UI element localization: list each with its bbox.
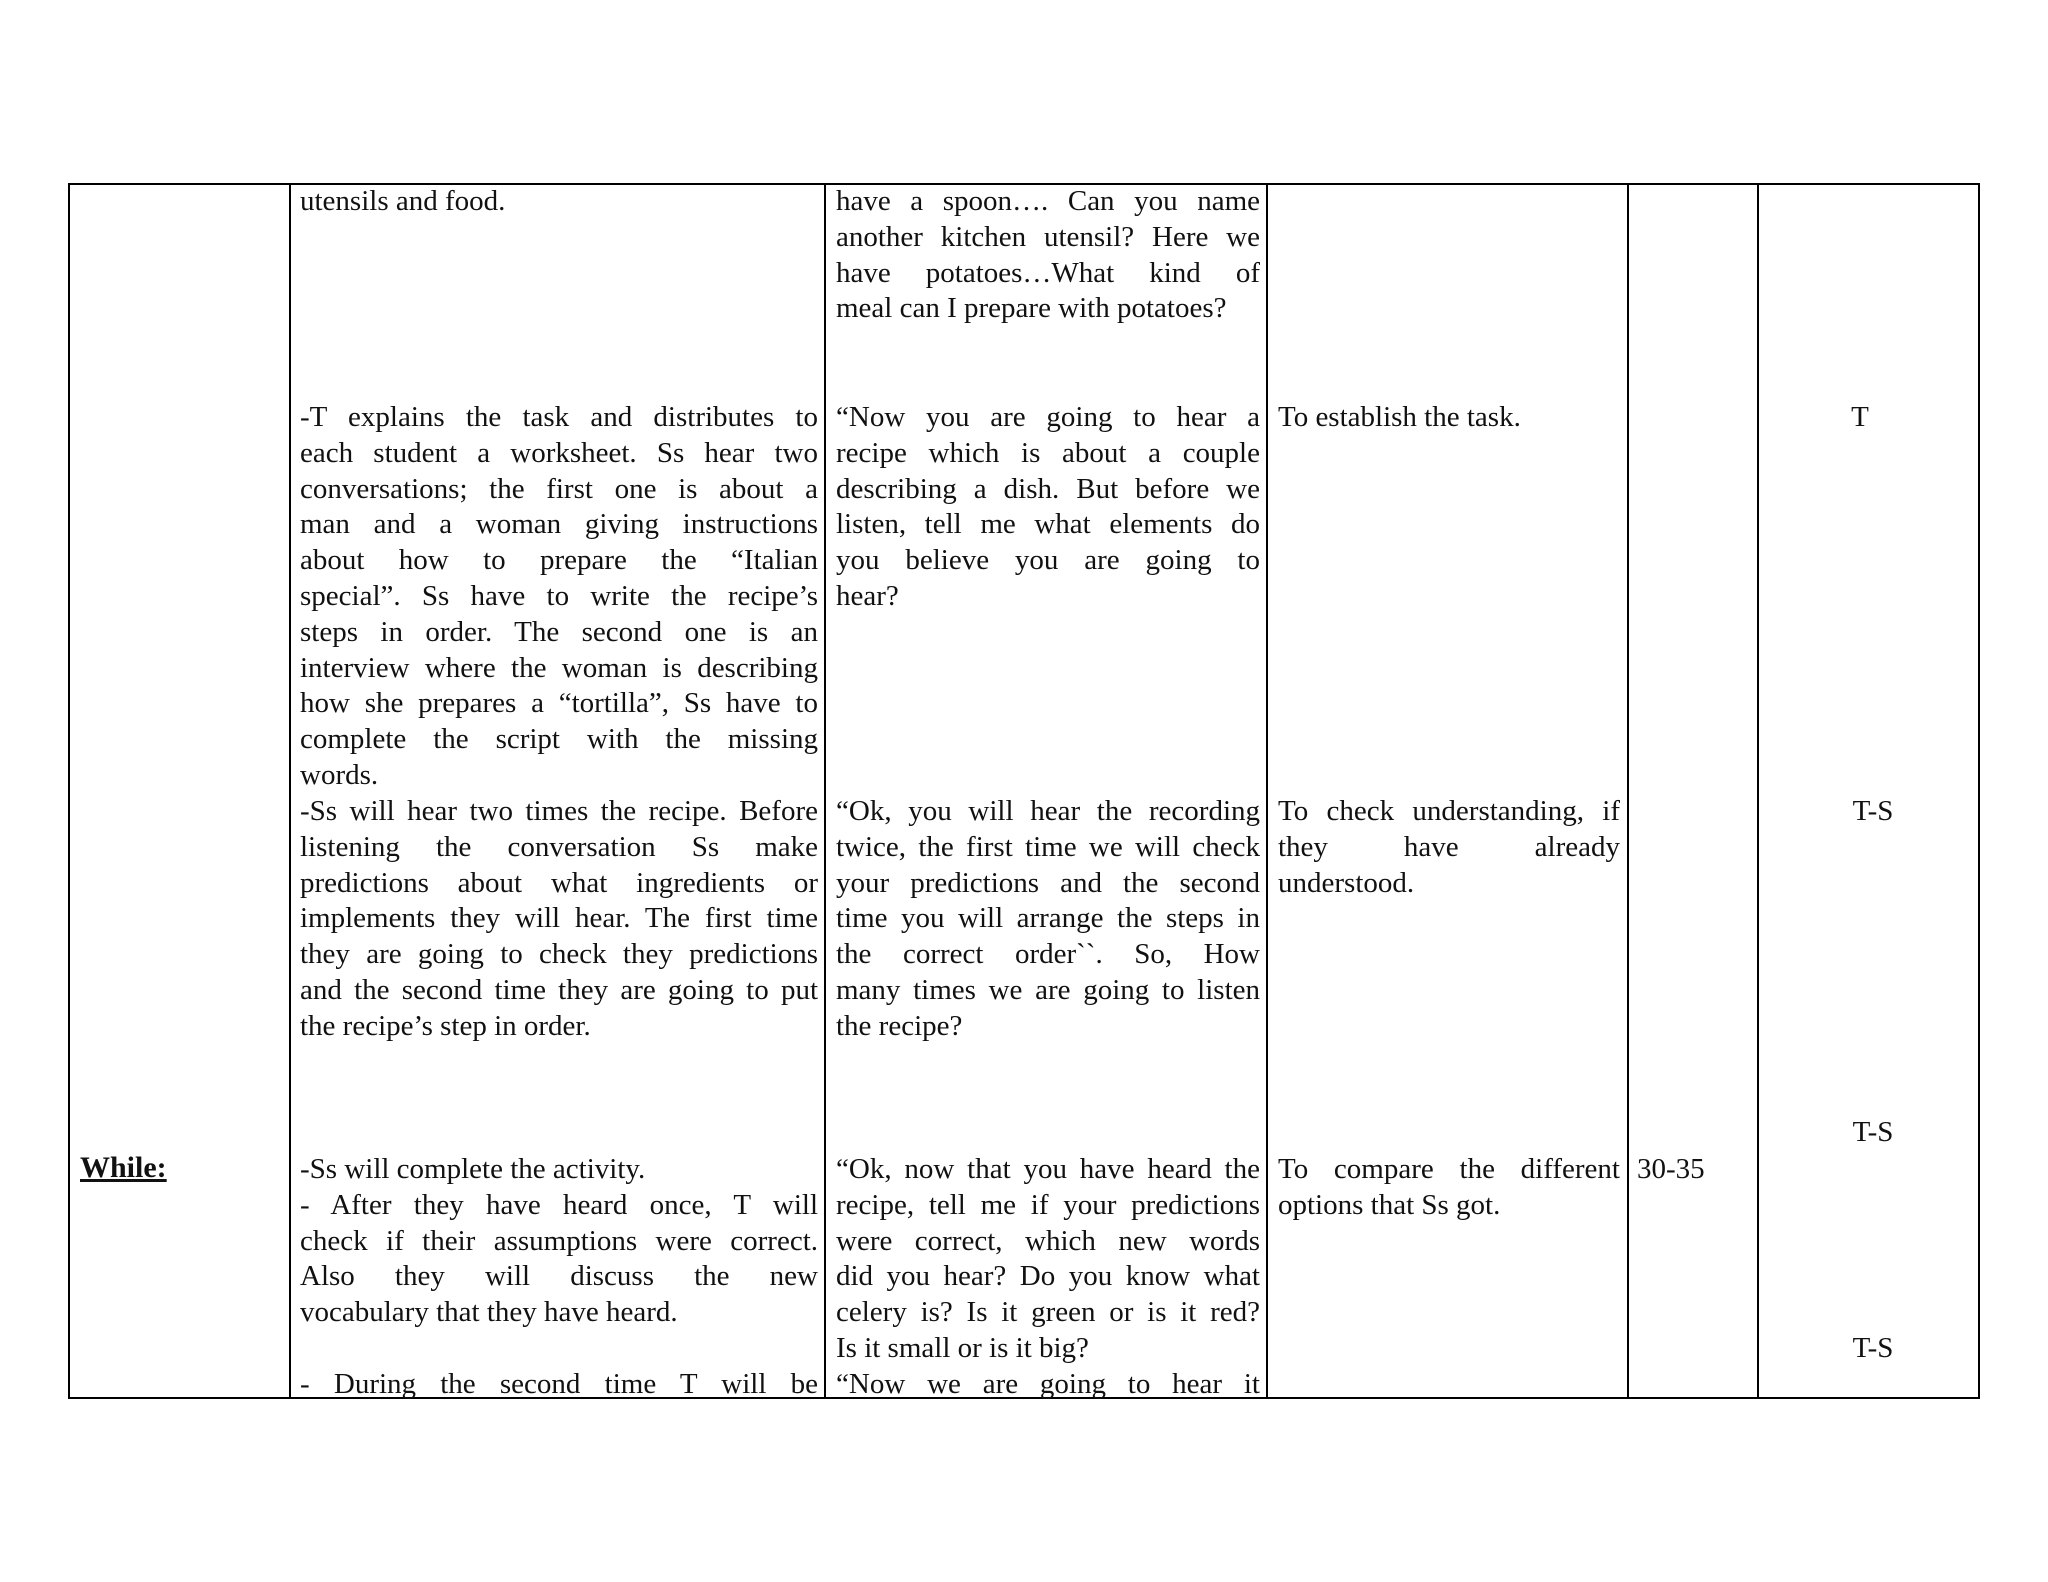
text-line: To establish the task. — [1278, 401, 1521, 433]
text-line: have a spoon…. Can you name — [836, 185, 1260, 217]
text-line: conversations; the first one is about a — [300, 472, 818, 505]
text-line: Also they will discuss the new — [300, 1260, 818, 1293]
text-line: recipe, tell me if your predictions — [836, 1188, 1260, 1221]
interaction-pattern: T-S — [1852, 1332, 1894, 1364]
text-line: complete the script with the missing — [300, 723, 818, 756]
text-line: the recipe? — [836, 1009, 963, 1042]
column-divider-5 — [1757, 183, 1759, 1399]
text-line: another kitchen utensil? Here we — [836, 220, 1260, 253]
column-divider-2 — [824, 183, 826, 1399]
text-line: twice, the first time we will check — [836, 830, 1260, 863]
teacher-talk-block-2 — [836, 400, 1260, 615]
text-line: your predictions and the second — [836, 866, 1260, 899]
text-line: were correct, which new words — [836, 1224, 1260, 1257]
text-line: interview where the woman is describing — [300, 651, 818, 684]
stage-label: While: — [80, 1151, 167, 1184]
text-line: describing a dish. But before we — [836, 472, 1260, 505]
text-line: To check understanding, if — [1278, 795, 1620, 827]
text-line: words. — [300, 758, 379, 791]
text-line: have potatoes…What kind of — [836, 256, 1260, 289]
text-line: special”. Ss have to write the recipe’s — [300, 579, 818, 612]
column-divider-1 — [289, 183, 291, 1399]
procedure-block-3 — [300, 794, 818, 1045]
text-line: options that Ss got. — [1278, 1188, 1501, 1221]
aim-block-3 — [1278, 794, 1620, 901]
text-line: listen, tell me what elements do — [836, 508, 1260, 541]
text-line: the recipe’s step in order. — [300, 1009, 591, 1042]
text-line: and the second time they are going to put — [300, 973, 818, 1006]
text-line: hear? — [836, 579, 899, 612]
text-line: “Now you are going to hear a — [836, 401, 1260, 433]
text-line: “Ok, you will hear the recording — [836, 795, 1260, 827]
text-line: implements they will hear. The first time — [300, 902, 818, 935]
text-line: they are going to check they predictions — [300, 938, 818, 971]
interaction-pattern: T-S — [1852, 795, 1894, 827]
aim-block-4 — [1278, 1152, 1620, 1224]
text-line: Is it small or is it big? — [836, 1331, 1089, 1364]
teacher-talk-block-1 — [836, 184, 1260, 327]
text-line: utensils and food. — [300, 185, 506, 217]
text-line: celery is? Is it green or is it red? — [836, 1296, 1260, 1329]
text-line: each student a worksheet. Ss hear two — [300, 436, 818, 469]
text-line: did you hear? Do you know what — [836, 1260, 1260, 1293]
procedure-block-1 — [300, 184, 818, 220]
text-line: -T explains the task and distributes to — [300, 401, 818, 433]
text-line: recipe which is about a couple — [836, 436, 1260, 469]
text-line: understood. — [1278, 866, 1415, 899]
procedure-block-5 — [300, 1367, 818, 1403]
procedure-block-2 — [300, 400, 818, 794]
procedure-block-4 — [300, 1152, 818, 1331]
text-line: predictions about what ingredients or — [300, 866, 818, 899]
text-line: they have already — [1278, 830, 1620, 863]
text-line: time you will arrange the steps in — [836, 902, 1260, 935]
text-line: To compare the different — [1278, 1153, 1620, 1185]
aim-block-2 — [1278, 400, 1620, 436]
text-line: check if their assumptions were correct. — [300, 1224, 818, 1257]
teacher-talk-block-4 — [836, 1152, 1260, 1403]
text-line: listening the conversation Ss make — [300, 830, 818, 863]
interaction-pattern: T-S — [1852, 1116, 1894, 1148]
text-line: about how to prepare the “Italian — [300, 544, 818, 577]
text-line: steps in order. The second one is an — [300, 615, 818, 648]
text-line: man and a woman giving instructions — [300, 508, 818, 541]
text-line: - After they have heard once, T will — [300, 1188, 818, 1221]
text-line: “Ok, now that you have heard the — [836, 1153, 1260, 1185]
column-divider-4 — [1627, 183, 1629, 1399]
text-line: many times we are going to listen — [836, 973, 1260, 1006]
interaction-pattern: T — [1851, 401, 1869, 433]
timing-value: 30-35 — [1637, 1153, 1705, 1185]
text-line: the correct order``. So, How — [836, 938, 1260, 971]
text-line: how she prepares a “tortilla”, Ss have to — [300, 687, 818, 720]
text-line: you believe you are going to — [836, 544, 1260, 577]
text-line: - During the second time T will be — [300, 1368, 818, 1400]
text-line: -Ss will complete the activity. — [300, 1153, 646, 1185]
teacher-talk-block-3 — [836, 794, 1260, 1045]
text-line: meal can I prepare with potatoes? — [836, 292, 1227, 325]
text-line: vocabulary that they have heard. — [300, 1296, 678, 1329]
text-line: “Now we are going to hear it — [836, 1367, 1260, 1400]
column-divider-3 — [1266, 183, 1268, 1399]
text-line: -Ss will hear two times the recipe. Before — [300, 795, 818, 827]
